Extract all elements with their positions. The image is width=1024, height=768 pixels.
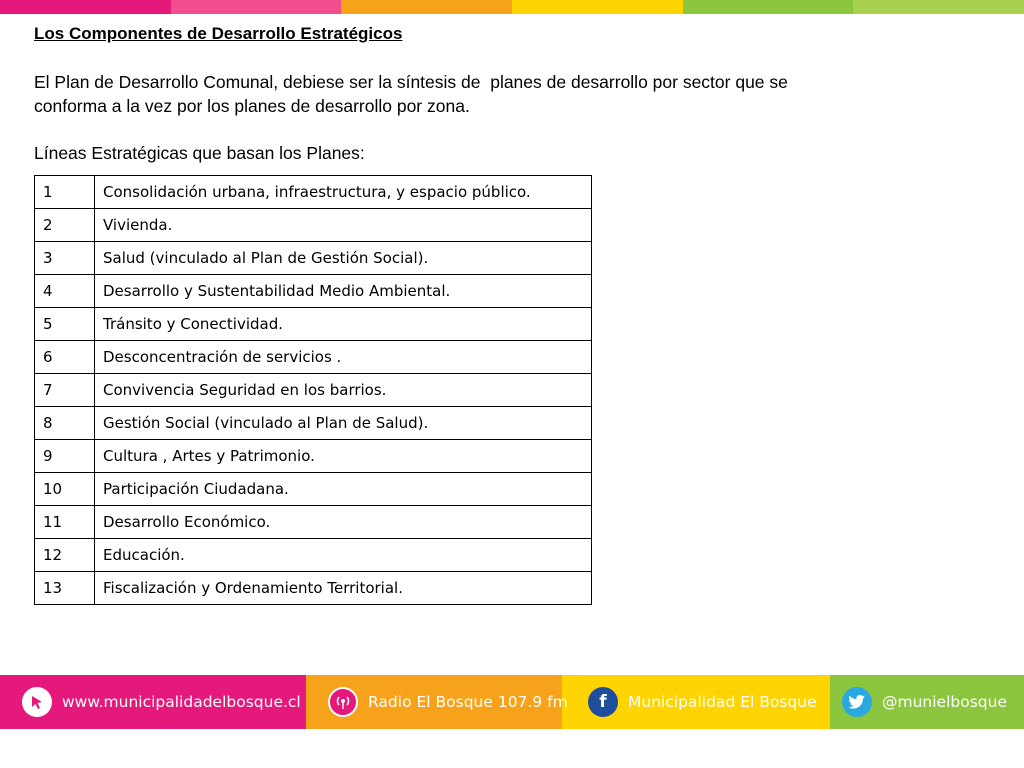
table-row: [35, 506, 592, 539]
radio-link[interactable]: [328, 675, 568, 729]
row-text: Cultura , Artes y Patrimonio.: [95, 440, 592, 473]
top-color-strip: [0, 0, 1024, 14]
table-row: [35, 440, 592, 473]
twitter-bird-icon: [842, 687, 872, 717]
row-number: 3: [35, 242, 95, 275]
row-number: 7: [35, 374, 95, 407]
row-number: 5: [35, 308, 95, 341]
row-text: Desconcentración de servicios .: [95, 341, 592, 374]
row-number: 10: [35, 473, 95, 506]
table-row: [35, 407, 592, 440]
row-number: 2: [35, 209, 95, 242]
table-row: [35, 473, 592, 506]
table-row: [35, 176, 592, 209]
website-label: www.municipalidadelbosque.cl: [62, 693, 301, 711]
row-number: 13: [35, 572, 95, 605]
footer-links: [0, 675, 1024, 729]
intro-paragraph: El Plan de Desarrollo Comunal, debiese ser la síntesis de planes de desarrollo por sector que se conforma a la vez por los planes de desarrollo por zona.: [34, 72, 788, 116]
lines-subheading: Líneas Estratégicas que basan los Planes:: [34, 143, 365, 163]
row-text: Consolidación urbana, infraestructura, y espacio público.: [95, 176, 592, 209]
cursor-click-icon: [22, 687, 52, 717]
row-number: 11: [35, 506, 95, 539]
strip-segment-magenta: [0, 0, 171, 14]
facebook-label: Municipalidad El Bosque: [628, 693, 817, 711]
radio-broadcast-icon: [328, 687, 358, 717]
strip-segment-green: [683, 0, 854, 14]
strip-segment-lightgreen: [853, 0, 1024, 14]
twitter-label: @munielbosque: [882, 693, 1007, 711]
row-text: Desarrollo Económico.: [95, 506, 592, 539]
row-text: Desarrollo y Sustentabilidad Medio Ambiental.: [95, 275, 592, 308]
row-number: 9: [35, 440, 95, 473]
table-row: [35, 308, 592, 341]
row-number: 12: [35, 539, 95, 572]
row-text: Participación Ciudadana.: [95, 473, 592, 506]
row-number: 6: [35, 341, 95, 374]
table-row: [35, 209, 592, 242]
table-row: [35, 341, 592, 374]
strip-segment-yellow: [512, 0, 683, 14]
strategic-lines-table: [34, 175, 592, 605]
row-text: Educación.: [95, 539, 592, 572]
row-number: 8: [35, 407, 95, 440]
facebook-link[interactable]: [588, 675, 817, 729]
website-link[interactable]: [22, 675, 301, 729]
strip-segment-pink: [171, 0, 342, 14]
table-row: [35, 242, 592, 275]
row-text: Vivienda.: [95, 209, 592, 242]
table-row: [35, 374, 592, 407]
radio-label: Radio El Bosque 107.9 fm: [368, 693, 568, 711]
row-number: 1: [35, 176, 95, 209]
facebook-icon: f: [588, 687, 618, 717]
table-row: [35, 275, 592, 308]
row-text: Fiscalización y Ordenamiento Territorial.: [95, 572, 592, 605]
table-row: [35, 539, 592, 572]
row-text: Tránsito y Conectividad.: [95, 308, 592, 341]
row-number: 4: [35, 275, 95, 308]
row-text: Gestión Social (vinculado al Plan de Salud).: [95, 407, 592, 440]
strip-segment-orange: [341, 0, 512, 14]
row-text: Salud (vinculado al Plan de Gestión Social).: [95, 242, 592, 275]
table-row: [35, 572, 592, 605]
twitter-link[interactable]: [842, 675, 1007, 729]
page-title: Los Componentes de Desarrollo Estratégicos: [34, 24, 403, 43]
row-text: Convivencia Seguridad en los barrios.: [95, 374, 592, 407]
